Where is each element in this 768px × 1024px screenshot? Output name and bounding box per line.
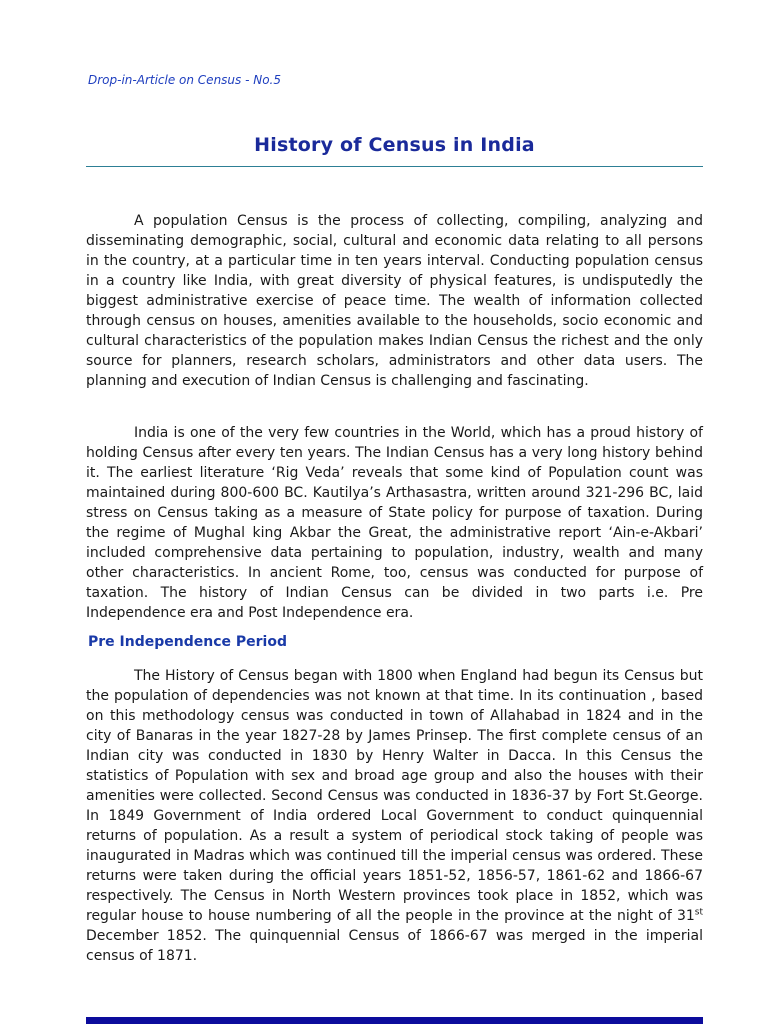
pre-independence-paragraph: [86, 666, 703, 966]
paragraph-text: The History of Census began with 1800 when England had begun its Census but the population of dependencies was not known at that time. In its continuation , based on this methodology census was conducted in town of Allahabad in 1824 and in the city of Banaras in the year 1827-28 by James Prinsep. The first complete census of an Indian city was conducted in 1830 by Henry Walter in Dacca. In this Census the statistics of Population with sex and broad age group and also the houses with their amenities were collected. Second Census was conducted in 1836-37 by Fort St.George. In 1849 Government of India ordered Local Government to conduct quinquennial returns of population. As a result a system of periodical stock taking of people was inaugurated in Madras which was continued till the imperial census was ordered. These returns were taken during the official years 1851-52, 1856-57, 1861-62 and 1866-67 respectively. The Census in North Western provinces took place in 1852, which was regular house to house numbering of all the people in the province at the night of 31: [86, 668, 703, 924]
footer-bar: [86, 1017, 703, 1024]
ordinal-superscript: st: [694, 907, 703, 918]
paragraph-text-continued: December 1852. The quinquennial Census of 1866-67 was merged in the imperial census of 1871.: [86, 928, 703, 964]
history-paragraph: India is one of the very few countries in the World, which has a proud history of holding Census after every ten years. The Indian Census has a very long history behind it. The earliest literature ‘Rig Veda’ reveals that some kind of Population count was maintained during 800-600 BC. Kautilya’s Arthasastra, written around 321-296 BC, laid stress on Census taking as a measure of State policy for purpose of taxation. During the regime of Mughal king Akbar the Great, the administrative report ‘Ain-e-Akbari’ included comprehensive data pertaining to population, industry, wealth and many other characteristics. In ancient Rome, too, census was conducted for purpose of taxation. The history of Indian Census can be divided in two parts i.e. Pre Independence era and Post Independence era.: [86, 425, 703, 621]
intro-paragraph: A population Census is the process of collecting, compiling, analyzing and disseminating demographic, social, cultural and economic data relating to all persons in the country, at a particular time in ten years interval. Conducting population census in a country like India, with great diversity of physical features, is undisputedly the biggest administrative exercise of peace time. The wealth of information collected through census on houses, amenities available to the households, socio economic and cultural characteristics of the population makes Indian Census the richest and the only source for planners, research scholars, administrators and other data users. The planning and execution of Indian Census is challenging and fascinating.: [86, 213, 703, 389]
section-heading: Pre Independence Period: [88, 634, 287, 650]
page-title: History of Census in India: [254, 134, 535, 156]
series-label: Drop-in-Article on Census - No.5: [88, 73, 282, 87]
title-divider: [86, 166, 703, 167]
